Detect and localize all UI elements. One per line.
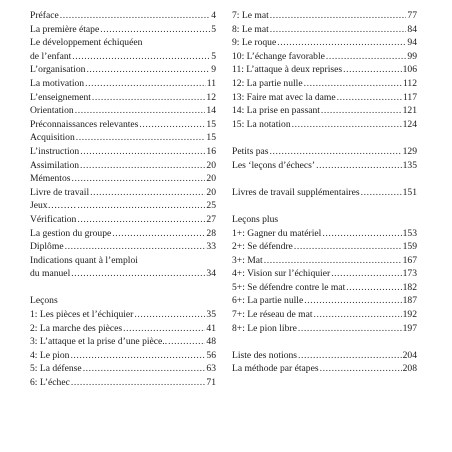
toc-entry xyxy=(232,240,417,254)
toc-entry-title: Orientation xyxy=(30,105,74,117)
toc-entry xyxy=(232,159,417,173)
toc-entry xyxy=(30,23,216,37)
section-heading-lessons: Leçons xyxy=(30,295,58,307)
dot-leader xyxy=(270,23,407,37)
dot-leader xyxy=(70,349,205,363)
toc-entry xyxy=(30,376,216,390)
toc-entry-title: La méthode par étapes xyxy=(232,363,319,375)
toc-entry-page: 33 xyxy=(206,241,216,253)
toc-entry-page: 208 xyxy=(402,363,417,375)
dot-leader xyxy=(337,91,402,105)
dot-leader xyxy=(90,186,205,200)
toc-entry-page: 16 xyxy=(206,145,216,157)
dot-leader xyxy=(80,145,205,159)
toc-intro-b xyxy=(30,50,216,254)
toc-entry-title: Assimilation xyxy=(30,159,80,171)
toc-entry-title: 8+: Le pion libre xyxy=(232,322,297,334)
toc-entry-page: 63 xyxy=(206,363,216,375)
toc-entry-page: 129 xyxy=(402,145,417,157)
toc-entry-title: 3: L’attaque et la prise d’une pièce.. xyxy=(30,336,168,348)
dot-leader xyxy=(72,50,210,64)
section-gap xyxy=(232,172,417,186)
toc-entry-title: 4+: Vision sur l’échiquier xyxy=(232,268,331,280)
toc-entry-title: 2+: Se défendre xyxy=(232,241,293,253)
toc-entry-title: Acquisition xyxy=(30,132,75,144)
toc-entry xyxy=(30,172,216,186)
toc-entry-title: 1: Les pièces et l’échiquier xyxy=(30,309,134,321)
dot-leader xyxy=(76,131,206,145)
toc-entry xyxy=(30,349,216,363)
toc-entry xyxy=(232,63,417,77)
toc-entry-title: Liste des notions xyxy=(232,349,298,361)
dot-leader xyxy=(304,294,401,308)
toc-entry-title: La gestion du groupe xyxy=(30,227,112,239)
toc-entry-title: de l’enfant xyxy=(30,50,72,62)
toc-end xyxy=(232,349,417,376)
toc-entry xyxy=(30,335,216,349)
toc-entry xyxy=(232,77,417,91)
toc-extra-workbooks xyxy=(232,186,417,200)
dot-leader xyxy=(343,63,401,77)
toc-entry xyxy=(30,362,216,376)
toc-entry-page: 71 xyxy=(206,377,216,389)
dot-leader xyxy=(314,308,402,322)
toc-entry-page: 9 xyxy=(211,64,216,76)
dot-leader xyxy=(139,118,205,132)
toc-entry xyxy=(232,281,417,295)
toc-entry-page: 27 xyxy=(206,213,216,225)
toc-entry-page: 20 xyxy=(206,159,216,171)
dot-leader xyxy=(298,349,402,363)
toc-entry-page: 187 xyxy=(402,295,417,307)
dot-leader xyxy=(298,322,402,336)
toc-entry-title: Indications quant à l’emploi xyxy=(30,254,138,266)
toc-left-column xyxy=(30,9,216,390)
toc-entry-page: 112 xyxy=(402,77,417,89)
toc-lessons xyxy=(30,308,216,390)
toc-entry-title: du manuel xyxy=(30,268,71,280)
dot-leader xyxy=(134,308,205,322)
toc-entry-title: L’enseignement xyxy=(30,91,91,103)
toc-lessons-continued xyxy=(232,9,417,131)
toc-entry-page: 41 xyxy=(206,322,216,334)
toc-entry-page: 121 xyxy=(402,105,417,117)
toc-entry xyxy=(30,77,216,91)
section-gap xyxy=(232,335,417,349)
toc-entry-title: L’instruction xyxy=(30,145,80,157)
toc-intro-a xyxy=(30,9,216,36)
dot-leader xyxy=(361,186,402,200)
dot-leader xyxy=(277,36,406,50)
dot-leader xyxy=(322,227,401,241)
toc-entry-title: 15: La notation xyxy=(232,118,291,130)
dot-leader xyxy=(75,104,206,118)
dot-leader xyxy=(294,240,402,254)
toc-entry xyxy=(30,145,216,159)
toc-entry-title: Livre de travail xyxy=(30,186,90,198)
toc-entry xyxy=(30,131,216,145)
toc-entry xyxy=(232,267,417,281)
toc-entry xyxy=(232,104,417,118)
toc-entry-page: 15 xyxy=(206,118,216,130)
dot-leader xyxy=(331,267,401,281)
toc-right-column xyxy=(232,9,417,376)
dot-leader xyxy=(316,159,402,173)
toc-entry-title: 5+: Se défendre contre le mat xyxy=(232,281,346,293)
toc-entry xyxy=(30,9,216,23)
toc-entry-title: Vérification xyxy=(30,213,77,225)
toc-entry-page: 94 xyxy=(407,37,417,49)
toc-entry-page: 192 xyxy=(402,309,417,321)
toc-entry-page: 117 xyxy=(402,91,417,103)
dot-leader xyxy=(72,172,206,186)
dot-leader xyxy=(83,362,206,376)
section-gap xyxy=(232,199,417,213)
toc-entry-page: 159 xyxy=(402,241,417,253)
toc-entry xyxy=(30,240,216,254)
dot-leader xyxy=(92,91,205,105)
section-gap xyxy=(232,131,417,145)
toc-entry-page: 28 xyxy=(206,227,216,239)
toc-entry-title: Diplôme xyxy=(30,241,64,253)
toc-entry-title: L’organisation xyxy=(30,64,86,76)
toc-entry-title: Petits pas xyxy=(232,145,269,157)
toc-entry-page: 182 xyxy=(402,281,417,293)
section-heading-lessons-plus: Leçons plus xyxy=(232,213,279,225)
toc-entry-page: 124 xyxy=(402,118,417,130)
toc-entry-title: 7+: Le réseau de mat xyxy=(232,309,313,321)
toc-entry xyxy=(232,9,417,23)
toc-entry-title: 7: Le mat xyxy=(232,10,269,21)
toc-entry-title: 12: La partie nulle xyxy=(232,77,303,89)
toc-entry-page: 14 xyxy=(206,105,216,117)
toc-entry-title: 4: Le pion xyxy=(30,349,70,361)
toc-entry-title: Le développement échiquéen xyxy=(30,37,143,49)
toc-entry xyxy=(30,159,216,173)
toc-entry-page: 5 xyxy=(211,23,216,35)
dot-leader xyxy=(168,335,205,349)
dot-leader xyxy=(270,9,407,23)
toc-entry-title: Livres de travail supplémentaires xyxy=(232,186,360,198)
toc-entry-page: 48 xyxy=(206,336,216,348)
toc-entry-title: Jeux……… xyxy=(30,200,77,212)
toc-entry-page: 56 xyxy=(206,349,216,361)
toc-entry-page: 20 xyxy=(206,186,216,198)
toc-entry-page: 197 xyxy=(402,322,417,334)
toc-entry-page: 151 xyxy=(402,186,417,198)
toc-entry-title: 2: La marche des pièces xyxy=(30,322,123,334)
dot-leader xyxy=(320,362,402,376)
dot-leader xyxy=(304,77,402,91)
dot-leader xyxy=(346,281,401,295)
toc-entry-page: 77 xyxy=(407,10,417,21)
toc-entry xyxy=(232,23,417,37)
toc-entry xyxy=(30,308,216,322)
toc-entry-page: 5 xyxy=(211,50,216,62)
toc-entry-title: 3+: Mat xyxy=(232,254,263,266)
dot-leader xyxy=(100,23,210,37)
toc-entry xyxy=(30,199,216,213)
toc-entry-title: 13: Faire mat avec la dame xyxy=(232,91,336,103)
toc-entry xyxy=(30,63,216,77)
toc-entry xyxy=(232,349,417,363)
dot-leader xyxy=(123,322,205,336)
toc-entry-page: 34 xyxy=(206,268,216,280)
toc-entry xyxy=(232,145,417,159)
toc-entry-page: 99 xyxy=(407,50,417,62)
toc-entry-title: 1+: Gagner du matériel xyxy=(232,227,322,239)
toc-entry-title: 6: L’échec xyxy=(30,377,70,389)
toc-entry xyxy=(30,118,216,132)
toc-entry xyxy=(232,50,417,64)
dot-leader xyxy=(71,267,205,281)
toc-entry xyxy=(232,227,417,241)
dot-leader xyxy=(86,63,210,77)
toc-entry xyxy=(232,36,417,50)
toc-entry-page: 35 xyxy=(206,309,216,321)
toc-entry xyxy=(232,322,417,336)
toc-entry-page: 153 xyxy=(402,227,417,239)
dot-leader xyxy=(77,199,205,213)
toc-entry xyxy=(232,362,417,376)
dot-leader xyxy=(270,145,402,159)
toc-entry-page: 106 xyxy=(402,64,417,76)
toc-entry xyxy=(30,227,216,241)
toc-petits-pas xyxy=(232,145,417,172)
dot-leader xyxy=(292,118,402,132)
toc-entry-page: 25 xyxy=(206,200,216,212)
toc-entry xyxy=(232,254,417,268)
dot-leader xyxy=(60,9,210,23)
toc-entry-title: La première étape xyxy=(30,23,100,35)
toc-entry xyxy=(30,213,216,227)
dot-leader xyxy=(77,213,205,227)
toc-entry-page: 4 xyxy=(211,10,216,21)
dot-leader xyxy=(71,376,206,390)
toc-entry-page: 12 xyxy=(206,91,216,103)
toc-entry xyxy=(232,294,417,308)
toc-entry-title: Mémentos xyxy=(30,173,71,185)
toc-entry-page: 173 xyxy=(402,268,417,280)
toc-entry-page: 135 xyxy=(402,159,417,171)
toc-entry xyxy=(232,308,417,322)
dot-leader xyxy=(112,227,205,241)
toc-entry xyxy=(232,118,417,132)
toc-entry xyxy=(30,91,216,105)
toc-entry-page: 15 xyxy=(206,132,216,144)
toc-entry-title: Préconnaissances relevantes xyxy=(30,118,139,130)
toc-entry-title: 14: La prise en passant xyxy=(232,105,320,117)
dot-leader xyxy=(80,159,205,173)
toc-entry-page: 20 xyxy=(206,173,216,185)
toc-entry-title: 5: La défense xyxy=(30,363,82,375)
toc-lessons-plus xyxy=(232,227,417,336)
dot-leader xyxy=(264,254,402,268)
toc-entry xyxy=(30,104,216,118)
toc-entry-title: 8: Le mat xyxy=(232,23,269,35)
toc-entry xyxy=(30,186,216,200)
toc-entry-page: 167 xyxy=(402,254,417,266)
toc-entry-title: La motivation xyxy=(30,77,85,89)
toc-entry-title: 10: L’échange favorable xyxy=(232,50,325,62)
toc-entry-title: 9: Le roque xyxy=(232,37,277,49)
toc-entry-page: 84 xyxy=(407,23,417,35)
dot-leader xyxy=(65,240,206,254)
toc-intro-c xyxy=(30,267,216,281)
toc-entry xyxy=(232,91,417,105)
dot-leader xyxy=(321,104,402,118)
toc-entry xyxy=(30,50,216,64)
toc-entry-title: 11: L’attaque à deux reprises xyxy=(232,64,343,76)
toc-entry xyxy=(30,322,216,336)
dot-leader xyxy=(85,77,206,91)
toc-entry xyxy=(232,186,417,200)
toc-entry-title: Préface xyxy=(30,10,59,21)
toc-entry-title: Les ‘leçons d’échecs’ xyxy=(232,159,316,171)
toc-entry xyxy=(30,267,216,281)
dot-leader xyxy=(326,50,407,64)
toc-entry-page: 11 xyxy=(206,77,216,89)
toc-entry-page: 204 xyxy=(402,349,417,361)
section-gap xyxy=(30,281,216,295)
toc-entry-title: 6+: La partie nulle xyxy=(232,295,304,307)
